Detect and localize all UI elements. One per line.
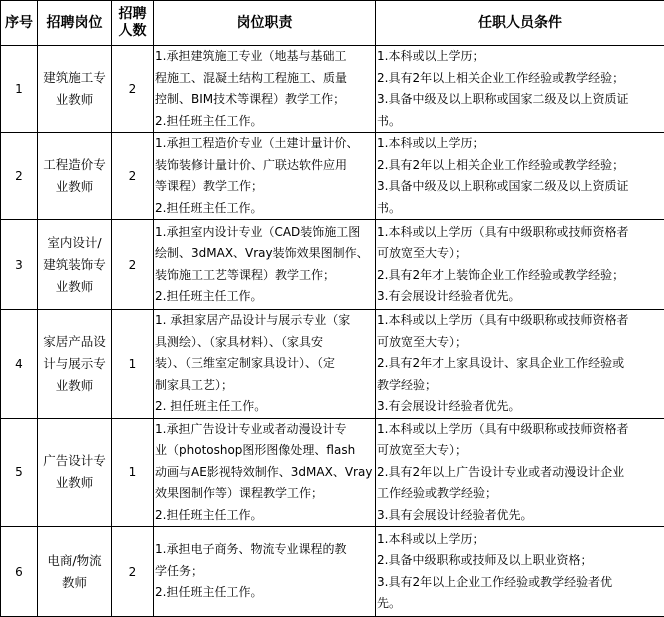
duties-cell-line: 2.担任班主任工作。 <box>155 582 374 604</box>
position-cell-line: 业教师 <box>39 176 110 198</box>
requirements-cell <box>376 310 664 419</box>
duties-cell-line: 装饰施工工艺等课程）教学工作； <box>155 265 374 287</box>
requirements-cell-line: 可放宽至大专）； <box>377 243 663 265</box>
requirements-cell-line: 3.具备中级及以上职称或国家二级及以上资质证 <box>377 89 663 111</box>
requirements-cell <box>376 418 664 527</box>
requirements-cell-line: 1.本科或以上学历； <box>377 133 663 155</box>
requirements-cell-line: 1.本科或以上学历（具有中级职称或技师资格者 <box>377 222 663 244</box>
duties-cell-line: 1. 承担家居产品设计与展示专业（家 <box>155 310 374 332</box>
requirements-cell-line: 2.具有2年以上相关企业工作经验或教学经验； <box>377 68 663 90</box>
position-cell-line: 广告设计专 <box>39 450 110 472</box>
row-number: 1 <box>1 46 38 133</box>
position-cell <box>38 418 112 527</box>
row-number: 4 <box>1 310 38 419</box>
requirements-cell-line: 3.有会展设计经验者优先。 <box>377 396 663 418</box>
duties-cell-line: 控制、BIM技术等课程）教学工作； <box>155 89 374 111</box>
duties-cell <box>154 310 376 419</box>
requirements-cell-line: 1.本科或以上学历； <box>377 46 663 68</box>
requirements-cell-line: 2.具有2年以上相关企业工作经验或教学经验； <box>377 155 663 177</box>
duties-cell-line: 1.承担工程造价专业（土建计量计价、 <box>155 133 374 155</box>
position-cell-line: 家居产品设 <box>39 331 110 353</box>
headcount-cell: 2 <box>112 527 154 617</box>
position-cell-line: 业教师 <box>39 89 110 111</box>
duties-cell-line: 效果图制作等）课程教学工作； <box>155 483 374 505</box>
header-position: 招聘岗位 <box>38 1 112 46</box>
row-number: 5 <box>1 418 38 527</box>
position-cell-line: 教师 <box>39 572 110 594</box>
header-row <box>1 1 664 46</box>
duties-cell-line: 程施工、混凝土结构工程施工、质量 <box>155 68 374 90</box>
requirements-cell-line: 可放宽至大专）； <box>377 440 663 462</box>
requirements-cell-line: 书。 <box>377 111 663 133</box>
requirements-cell-line: 3.具有2年以上企业工作经验或教学经验者优 <box>377 572 663 594</box>
requirements-cell-line: 书。 <box>377 198 663 220</box>
header-count-line1: 招聘 <box>113 6 152 23</box>
duties-cell-line: 等课程）教学工作； <box>155 176 374 198</box>
duties-cell-line: 业（photoshop图形图像处理、flash <box>155 440 374 462</box>
requirements-cell-line: 3.具备中级及以上职称或国家二级及以上资质证 <box>377 176 663 198</box>
position-cell <box>38 46 112 133</box>
duties-cell-line: 1.承担电子商务、物流专业课程的教 <box>155 539 374 561</box>
duties-cell-line: 2.担任班主任工作。 <box>155 505 374 527</box>
duties-cell-line: 装）、（三维室定制家具设计）、（定 <box>155 353 374 375</box>
requirements-cell-line: 2.具有2年以上广告设计专业或者动漫设计企业 <box>377 462 663 484</box>
position-cell-line: 室内设计/ <box>39 232 110 254</box>
duties-cell <box>154 133 376 220</box>
requirements-cell-line: 可放宽至大专）； <box>377 332 663 354</box>
requirements-cell-line: 2.具备中级职称或技师及以上职业资格； <box>377 550 663 572</box>
duties-cell-line: 绘制、3dMAX、Vray装饰效果图制作、 <box>155 243 374 265</box>
requirements-cell-line: 1.本科或以上学历； <box>377 529 663 551</box>
position-cell-line: 工程造价专 <box>39 154 110 176</box>
duties-cell-line: 装饰装修计量计价、广联达软件应用 <box>155 155 374 177</box>
position-cell-line: 业教师 <box>39 472 110 494</box>
requirements-cell-line: 工作经验或教学经验； <box>377 483 663 505</box>
row-number: 6 <box>1 527 38 617</box>
duties-cell-line: 动画与AE影视特效制作、3dMAX、Vray <box>155 462 374 484</box>
position-cell-line: 建筑装饰专 <box>39 254 110 276</box>
requirements-cell-line: 教学经验； <box>377 375 663 397</box>
requirements-cell-line: 2.具有2年才上装饰企业工作经验或教学经验； <box>377 265 663 287</box>
headcount-cell: 2 <box>112 46 154 133</box>
header-duties: 岗位职责 <box>154 1 376 46</box>
requirements-cell <box>376 220 664 310</box>
duties-cell <box>154 46 376 133</box>
row-number: 3 <box>1 220 38 310</box>
position-cell <box>38 310 112 419</box>
position-cell-line: 业教师 <box>39 276 110 298</box>
table-row <box>1 527 664 617</box>
header-count-line2: 人数 <box>113 23 152 40</box>
table-row <box>1 46 664 133</box>
headcount-cell: 1 <box>112 310 154 419</box>
duties-cell-line: 2.担任班主任工作。 <box>155 111 374 133</box>
requirements-cell-line: 1.本科或以上学历（具有中级职称或技师资格者 <box>377 419 663 441</box>
headcount-cell: 1 <box>112 418 154 527</box>
position-cell <box>38 527 112 617</box>
requirements-cell-line: 3.具有会展设计经验者优先。 <box>377 505 663 527</box>
header-requirements: 任职人员条件 <box>376 1 664 46</box>
duties-cell-line: 1.承担建筑施工专业（地基与基础工 <box>155 46 374 68</box>
position-cell-line: 建筑施工专 <box>39 67 110 89</box>
requirements-cell-line: 先。 <box>377 593 663 615</box>
headcount-cell: 2 <box>112 133 154 220</box>
duties-cell <box>154 220 376 310</box>
duties-cell-line: 1.承担室内设计专业（CAD装饰施工图 <box>155 222 374 244</box>
requirements-cell-line: 1.本科或以上学历（具有中级职称或技师资格者 <box>377 310 663 332</box>
requirements-cell-line: 3.有会展设计经验者优先。 <box>377 286 663 308</box>
requirements-cell <box>376 527 664 617</box>
duties-cell-line: 学任务； <box>155 561 374 583</box>
duties-cell <box>154 418 376 527</box>
requirements-cell <box>376 133 664 220</box>
table-row <box>1 310 664 419</box>
duties-cell-line: 具测绘）、（家具材料）、（家具安 <box>155 332 374 354</box>
table-row <box>1 220 664 310</box>
position-cell <box>38 220 112 310</box>
duties-cell-line: 2.担任班主任工作。 <box>155 286 374 308</box>
position-cell-line: 计与展示专 <box>39 353 110 375</box>
requirements-cell-line: 2.具有2年才上家具设计、家具企业工作经验或 <box>377 353 663 375</box>
position-cell <box>38 133 112 220</box>
duties-cell <box>154 527 376 617</box>
position-cell-line: 电商/物流 <box>39 550 110 572</box>
table-row <box>1 418 664 527</box>
duties-cell-line: 2. 担任班主任工作。 <box>155 396 374 418</box>
header-no: 序号 <box>1 1 38 46</box>
header-count <box>112 1 154 46</box>
table-row <box>1 133 664 220</box>
position-cell-line: 业教师 <box>39 375 110 397</box>
requirements-cell <box>376 46 664 133</box>
duties-cell-line: 2.担任班主任工作。 <box>155 198 374 220</box>
duties-cell-line: 制家具工艺）； <box>155 375 374 397</box>
headcount-cell: 2 <box>112 220 154 310</box>
duties-cell-line: 1.承担广告设计专业或者动漫设计专 <box>155 419 374 441</box>
row-number: 2 <box>1 133 38 220</box>
